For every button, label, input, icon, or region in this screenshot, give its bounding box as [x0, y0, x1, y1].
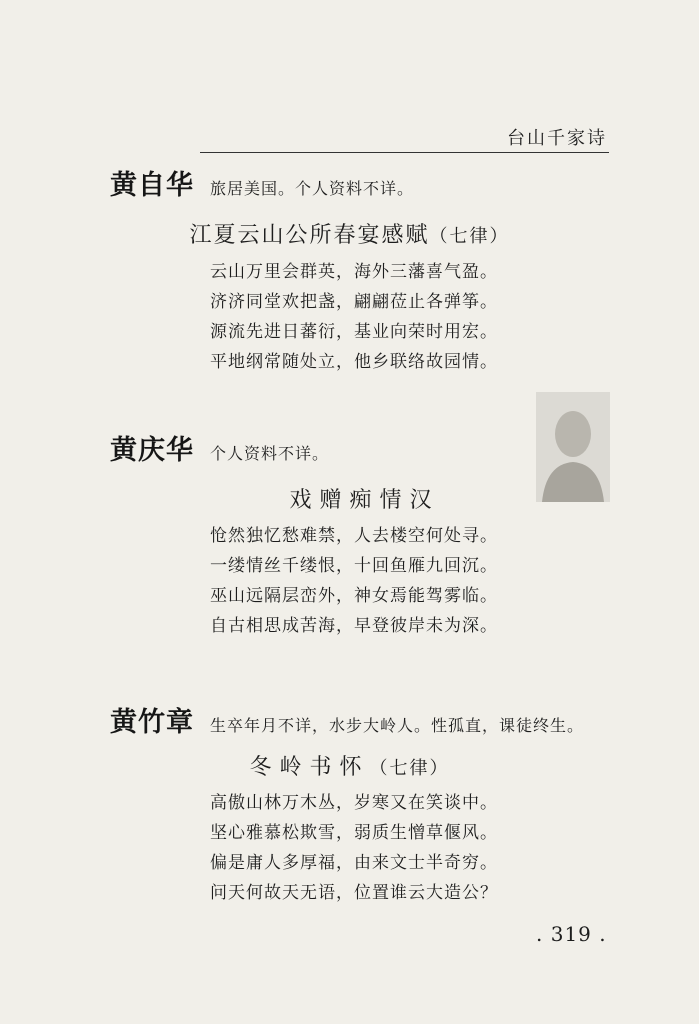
verse-line: 云山万里会群英，海外三藩喜气盈。: [210, 262, 498, 282]
running-head: 台山千家诗: [507, 128, 607, 149]
poem-title-text: 戏赠痴情汉: [289, 488, 440, 513]
author-entry-1: [110, 163, 414, 202]
poem-form: （七律）: [429, 226, 510, 247]
author-entry-2: [110, 428, 329, 467]
poem-title: [0, 218, 699, 249]
poem-title-text: 冬岭书怀: [249, 755, 370, 780]
poem-verse: [210, 257, 498, 377]
page-number: . 319 .: [536, 922, 607, 946]
poem-title: [0, 483, 699, 514]
author-bio: 个人资料不详。: [210, 444, 330, 463]
verse-line: 巫山远隔层峦外，神女焉能驾雾临。: [210, 586, 498, 606]
verse-line: 一缕情丝千缕恨，十回鱼雁九回沉。: [210, 556, 498, 576]
poem-verse: [210, 788, 498, 908]
header-rule: [200, 152, 609, 153]
author-name: 黄自华: [110, 170, 194, 201]
verse-line: 源流先进日蕃衍，基业向荣时用宏。: [210, 322, 498, 342]
poem-title: [0, 750, 699, 781]
verse-line: 问天何故天无语，位置谁云大造公？: [210, 883, 498, 903]
poem-title-text: 江夏云山公所春宴感赋: [189, 223, 430, 248]
verse-line: 坚心雅慕松欺雪，弱质生憎草偃风。: [210, 823, 498, 843]
author-name: 黄竹章: [110, 707, 194, 738]
poem-form: （七律）: [369, 758, 450, 779]
author-bio: 旅居美国。个人资料不详。: [210, 179, 415, 198]
author-name: 黄庆华: [110, 435, 194, 466]
verse-line: 偏是庸人多厚福，由来文士半奇穷。: [210, 853, 498, 873]
verse-line: 平地纲常随处立，他乡联络故园情。: [210, 352, 498, 372]
verse-line: 怆然独忆愁难禁，人去楼空何处寻。: [210, 526, 498, 546]
author-bio: 生卒年月不详，水步大岭人。性孤直，课徒终生。: [210, 716, 585, 735]
poem-verse: [210, 521, 498, 641]
verse-line: 高傲山林万木丛，岁寒又在笑谈中。: [210, 793, 498, 813]
verse-line: 自古相思成苦海，早登彼岸未为深。: [210, 616, 498, 636]
author-entry-3: [110, 700, 584, 739]
verse-line: 济济同堂欢把盏，翩翩莅止各弹筝。: [210, 292, 498, 312]
